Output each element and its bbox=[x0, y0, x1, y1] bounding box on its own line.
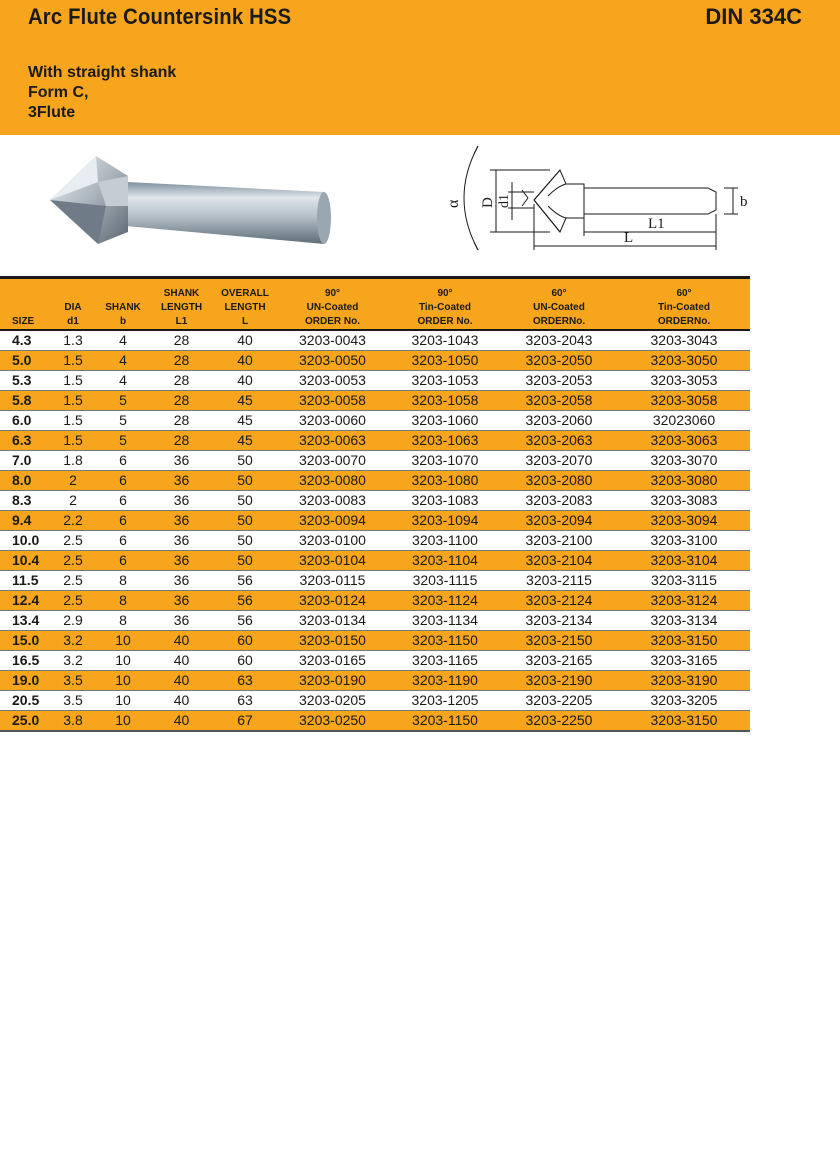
label-L1: L1 bbox=[648, 216, 665, 232]
table-cell: 3203-2094 bbox=[500, 510, 618, 530]
table-cell: 3203-2250 bbox=[500, 710, 618, 731]
table-cell: 2.5 bbox=[48, 570, 98, 590]
table-cell: 3203-1115 bbox=[390, 570, 500, 590]
table-row bbox=[0, 510, 750, 530]
table-cell: 3203-1050 bbox=[390, 350, 500, 370]
table-cell: 2.9 bbox=[48, 610, 98, 630]
column-header-line: 90° bbox=[324, 287, 341, 299]
table-cell: 63 bbox=[215, 670, 275, 690]
table-cell: 36 bbox=[148, 510, 215, 530]
table-cell: 3203-1124 bbox=[390, 590, 500, 610]
table-cell: 3203-0124 bbox=[275, 590, 390, 610]
column-header-line: SIZE bbox=[12, 315, 35, 327]
label-L: L bbox=[624, 230, 634, 246]
table-cell: 3203-1053 bbox=[390, 370, 500, 390]
table-cell: 3203-3094 bbox=[618, 510, 750, 530]
table-cell: 3203-2190 bbox=[500, 670, 618, 690]
size-cell: 13.4 bbox=[0, 610, 48, 630]
table-cell: 3203-2115 bbox=[500, 570, 618, 590]
column-header bbox=[500, 278, 618, 330]
column-header bbox=[390, 278, 500, 330]
column-header-line bbox=[48, 287, 98, 301]
table-cell: 36 bbox=[148, 550, 215, 570]
table-cell: 3203-3134 bbox=[618, 610, 750, 630]
table-cell: 3203-3080 bbox=[618, 470, 750, 490]
table-row bbox=[0, 590, 750, 610]
column-header-line: LENGTH bbox=[160, 301, 203, 313]
table-cell: 3203-1094 bbox=[390, 510, 500, 530]
table-cell: 8 bbox=[98, 610, 148, 630]
table-cell: 67 bbox=[215, 710, 275, 731]
table-cell: 3203-2080 bbox=[500, 470, 618, 490]
table-cell: 3203-2134 bbox=[500, 610, 618, 630]
table-cell: 3203-2205 bbox=[500, 690, 618, 710]
table-cell: 2.5 bbox=[48, 530, 98, 550]
table-cell: 28 bbox=[148, 350, 215, 370]
table-cell: 1.5 bbox=[48, 430, 98, 450]
table-cell: 36 bbox=[148, 570, 215, 590]
standard-code: DIN 334C bbox=[705, 4, 802, 29]
table-cell: 3203-3150 bbox=[618, 710, 750, 731]
table-cell: 3203-0205 bbox=[275, 690, 390, 710]
table-cell: 50 bbox=[215, 450, 275, 470]
table-header-row bbox=[0, 278, 750, 330]
table-cell: 8 bbox=[98, 570, 148, 590]
column-header bbox=[618, 278, 750, 330]
table-cell: 6 bbox=[98, 530, 148, 550]
table-cell: 36 bbox=[148, 450, 215, 470]
table-cell: 3203-2100 bbox=[500, 530, 618, 550]
table-cell: 3203-0250 bbox=[275, 710, 390, 731]
table-cell: 3203-1104 bbox=[390, 550, 500, 570]
table-cell: 36 bbox=[148, 610, 215, 630]
table-cell: 3203-3205 bbox=[618, 690, 750, 710]
table-cell: 3203-3058 bbox=[618, 390, 750, 410]
table-cell: 3203-1063 bbox=[390, 430, 500, 450]
table-row bbox=[0, 430, 750, 450]
size-cell: 16.5 bbox=[0, 650, 48, 670]
table-cell: 3203-1190 bbox=[390, 670, 500, 690]
table-cell: 60 bbox=[215, 630, 275, 650]
table-row bbox=[0, 450, 750, 470]
column-header-line: UN-Coated bbox=[306, 301, 359, 313]
table-row bbox=[0, 710, 750, 731]
table-cell: 3203-2053 bbox=[500, 370, 618, 390]
table-cell: 1.5 bbox=[48, 410, 98, 430]
table-cell: 3203-2058 bbox=[500, 390, 618, 410]
column-header-line: OVERALL bbox=[221, 287, 269, 299]
column-header-line: Tin-Coated bbox=[657, 301, 711, 313]
table-cell: 2.5 bbox=[48, 590, 98, 610]
column-header-line: 90° bbox=[437, 287, 453, 299]
column-header-line bbox=[12, 301, 48, 315]
table-cell: 2.2 bbox=[48, 510, 98, 530]
column-header bbox=[148, 278, 215, 330]
table-cell: 3203-0165 bbox=[275, 650, 390, 670]
table-cell: 56 bbox=[215, 590, 275, 610]
column-header bbox=[215, 278, 275, 330]
countersink-photo bbox=[36, 146, 334, 258]
table-cell: 3203-2063 bbox=[500, 430, 618, 450]
table-cell: 6 bbox=[98, 470, 148, 490]
column-header-line: Tin-Coated bbox=[418, 301, 472, 313]
table-cell: 3203-2070 bbox=[500, 450, 618, 470]
table-cell: 63 bbox=[215, 690, 275, 710]
table-cell: 3203-0070 bbox=[275, 450, 390, 470]
table-cell: 3203-1165 bbox=[390, 650, 500, 670]
label-alpha: α bbox=[445, 199, 462, 208]
table-cell: 3.2 bbox=[48, 650, 98, 670]
table-cell: 3203-0058 bbox=[275, 390, 390, 410]
table-cell: 2 bbox=[48, 490, 98, 510]
subtitle-line-2: Form C, bbox=[28, 84, 89, 101]
table-cell: 45 bbox=[215, 410, 275, 430]
size-cell: 25.0 bbox=[0, 710, 48, 731]
column-header-line: L1 bbox=[175, 315, 188, 327]
column-header-line: ORDER No. bbox=[417, 315, 473, 327]
table-cell: 3203-1134 bbox=[390, 610, 500, 630]
table-row bbox=[0, 350, 750, 370]
column-header-line: ORDERNo. bbox=[532, 315, 586, 327]
table-cell: 3203-3063 bbox=[618, 430, 750, 450]
table-cell: 3203-3150 bbox=[618, 630, 750, 650]
size-cell: 7.0 bbox=[0, 450, 48, 470]
column-header-line: d1 bbox=[67, 315, 79, 327]
size-cell: 4.3 bbox=[0, 330, 48, 351]
table-cell: 3203-0053 bbox=[275, 370, 390, 390]
table-cell: 45 bbox=[215, 430, 275, 450]
column-header-line: DIA bbox=[64, 301, 82, 313]
size-cell: 11.5 bbox=[0, 570, 48, 590]
table-row bbox=[0, 570, 750, 590]
column-header bbox=[48, 278, 98, 330]
table-cell: 3203-1058 bbox=[390, 390, 500, 410]
table-cell: 3203-1080 bbox=[390, 470, 500, 490]
table-cell: 3203-3165 bbox=[618, 650, 750, 670]
column-header-line bbox=[12, 287, 48, 301]
table-row bbox=[0, 390, 750, 410]
table-cell: 50 bbox=[215, 470, 275, 490]
table-cell: 50 bbox=[215, 550, 275, 570]
size-cell: 6.3 bbox=[0, 430, 48, 450]
table-cell: 28 bbox=[148, 390, 215, 410]
table-row bbox=[0, 470, 750, 490]
label-D: D bbox=[480, 197, 496, 208]
table-cell: 3203-2124 bbox=[500, 590, 618, 610]
column-header-line: 60° bbox=[551, 287, 567, 299]
table-cell: 3203-0134 bbox=[275, 610, 390, 630]
table-cell: 3203-0115 bbox=[275, 570, 390, 590]
table-cell: 5 bbox=[98, 430, 148, 450]
table-cell: 3203-0050 bbox=[275, 350, 390, 370]
table-row bbox=[0, 410, 750, 430]
table-row bbox=[0, 490, 750, 510]
table-cell: 50 bbox=[215, 530, 275, 550]
size-cell: 5.3 bbox=[0, 370, 48, 390]
table-cell: 3203-2165 bbox=[500, 650, 618, 670]
table-cell: 3203-0083 bbox=[275, 490, 390, 510]
table-cell: 3203-1205 bbox=[390, 690, 500, 710]
column-header-line: 60° bbox=[676, 287, 692, 299]
size-cell: 20.5 bbox=[0, 690, 48, 710]
column-header bbox=[275, 278, 390, 330]
table-cell: 3203-0104 bbox=[275, 550, 390, 570]
table-cell: 40 bbox=[215, 370, 275, 390]
table-cell: 1.8 bbox=[48, 450, 98, 470]
table-cell: 8 bbox=[98, 590, 148, 610]
table-cell: 3203-3115 bbox=[618, 570, 750, 590]
table-cell: 3203-1100 bbox=[390, 530, 500, 550]
specification-table bbox=[0, 276, 750, 732]
size-cell: 8.3 bbox=[0, 490, 48, 510]
table-cell: 3203-2150 bbox=[500, 630, 618, 650]
table-cell: 36 bbox=[148, 530, 215, 550]
table-cell: 3203-0080 bbox=[275, 470, 390, 490]
size-cell: 6.0 bbox=[0, 410, 48, 430]
table-cell: 1.5 bbox=[48, 370, 98, 390]
table-row bbox=[0, 650, 750, 670]
table-cell: 3203-0150 bbox=[275, 630, 390, 650]
column-header-line bbox=[98, 287, 148, 301]
table-cell: 3203-3100 bbox=[618, 530, 750, 550]
size-cell: 15.0 bbox=[0, 630, 48, 650]
table-cell: 4 bbox=[98, 370, 148, 390]
page-title: Arc Flute Countersink HSS bbox=[28, 4, 292, 29]
table-cell: 3203-3070 bbox=[618, 450, 750, 470]
column-header-line: L bbox=[241, 315, 249, 327]
table-cell: 40 bbox=[215, 350, 275, 370]
table-cell: 3203-3083 bbox=[618, 490, 750, 510]
table-cell: 10 bbox=[98, 650, 148, 670]
table-cell: 40 bbox=[148, 670, 215, 690]
size-cell: 5.0 bbox=[0, 350, 48, 370]
table-cell: 3203-3050 bbox=[618, 350, 750, 370]
column-header bbox=[98, 278, 148, 330]
table-cell: 5 bbox=[98, 410, 148, 430]
size-cell: 12.4 bbox=[0, 590, 48, 610]
column-header-line: SHANK bbox=[105, 301, 141, 313]
table-cell: 3203-3104 bbox=[618, 550, 750, 570]
table-cell: 3203-0063 bbox=[275, 430, 390, 450]
label-d1: d1 bbox=[497, 194, 512, 208]
table-row bbox=[0, 550, 750, 570]
table-cell: 1.5 bbox=[48, 350, 98, 370]
table-cell: 6 bbox=[98, 490, 148, 510]
table-cell: 3203-1150 bbox=[390, 710, 500, 731]
column-header-line: SHANK bbox=[163, 287, 200, 299]
table-cell: 5 bbox=[98, 390, 148, 410]
size-cell: 5.8 bbox=[0, 390, 48, 410]
table-cell: 60 bbox=[215, 650, 275, 670]
table-cell: 40 bbox=[148, 630, 215, 650]
table-cell: 3203-1070 bbox=[390, 450, 500, 470]
table-row bbox=[0, 690, 750, 710]
table-cell: 3203-2083 bbox=[500, 490, 618, 510]
table-cell: 6 bbox=[98, 510, 148, 530]
column-header-line: ORDERNo. bbox=[657, 315, 711, 327]
table-cell: 3203-2060 bbox=[500, 410, 618, 430]
table-cell: 45 bbox=[215, 390, 275, 410]
table-cell: 3.8 bbox=[48, 710, 98, 731]
table-row bbox=[0, 610, 750, 630]
table-cell: 4 bbox=[98, 330, 148, 351]
column-header-line: UN-Coated bbox=[533, 301, 585, 313]
table-cell: 28 bbox=[148, 410, 215, 430]
table-cell: 4 bbox=[98, 350, 148, 370]
table-cell: 40 bbox=[215, 330, 275, 351]
table-cell: 3203-2050 bbox=[500, 350, 618, 370]
table-cell: 10 bbox=[98, 690, 148, 710]
table-row bbox=[0, 630, 750, 650]
table-cell: 56 bbox=[215, 570, 275, 590]
column-header-line: LENGTH bbox=[224, 301, 266, 313]
table-cell: 28 bbox=[148, 430, 215, 450]
table-cell: 56 bbox=[215, 610, 275, 630]
table-cell: 3203-0060 bbox=[275, 410, 390, 430]
table-body bbox=[0, 330, 750, 731]
table-cell: 3203-0094 bbox=[275, 510, 390, 530]
table-row bbox=[0, 670, 750, 690]
table-cell: 2 bbox=[48, 470, 98, 490]
table-cell: 3203-1083 bbox=[390, 490, 500, 510]
table-cell: 6 bbox=[98, 450, 148, 470]
column-header-line: ORDER No. bbox=[305, 315, 360, 327]
table-cell: 10 bbox=[98, 630, 148, 650]
technical-drawing bbox=[438, 140, 758, 256]
column-header-line: b bbox=[119, 315, 127, 327]
table-cell: 28 bbox=[148, 370, 215, 390]
table-cell: 10 bbox=[98, 710, 148, 731]
table-cell: 3.5 bbox=[48, 670, 98, 690]
table-cell: 3203-3190 bbox=[618, 670, 750, 690]
size-cell: 10.0 bbox=[0, 530, 48, 550]
table-cell: 50 bbox=[215, 490, 275, 510]
table-cell: 3203-0100 bbox=[275, 530, 390, 550]
table-row bbox=[0, 530, 750, 550]
table-cell: 3.5 bbox=[48, 690, 98, 710]
table-cell: 3203-0190 bbox=[275, 670, 390, 690]
table-cell: 3203-1043 bbox=[390, 330, 500, 351]
table-cell: 50 bbox=[215, 510, 275, 530]
table-cell: 3203-3043 bbox=[618, 330, 750, 351]
column-header bbox=[0, 278, 48, 330]
table-cell: 28 bbox=[148, 330, 215, 351]
size-cell: 19.0 bbox=[0, 670, 48, 690]
table-cell: 3203-1150 bbox=[390, 630, 500, 650]
table-cell: 3203-3053 bbox=[618, 370, 750, 390]
table-row bbox=[0, 330, 750, 351]
subtitle-line-3: 3Flute bbox=[28, 104, 76, 121]
table-cell: 36 bbox=[148, 470, 215, 490]
table-cell: 3203-2043 bbox=[500, 330, 618, 351]
table-cell: 40 bbox=[148, 710, 215, 731]
table-cell: 36 bbox=[148, 590, 215, 610]
table-cell: 6 bbox=[98, 550, 148, 570]
table-cell: 1.3 bbox=[48, 330, 98, 351]
table-cell: 1.5 bbox=[48, 390, 98, 410]
table-cell: 2.5 bbox=[48, 550, 98, 570]
table-cell: 3203-2104 bbox=[500, 550, 618, 570]
subtitle-line-1: With straight shank bbox=[28, 64, 177, 81]
table-cell: 3203-3124 bbox=[618, 590, 750, 610]
size-cell: 10.4 bbox=[0, 550, 48, 570]
table-cell: 36 bbox=[148, 490, 215, 510]
size-cell: 9.4 bbox=[0, 510, 48, 530]
table-cell: 40 bbox=[148, 690, 215, 710]
label-b: b bbox=[740, 194, 748, 210]
table-cell: 3203-1060 bbox=[390, 410, 500, 430]
header-band bbox=[0, 0, 840, 135]
size-cell: 8.0 bbox=[0, 470, 48, 490]
table-cell: 3203-0043 bbox=[275, 330, 390, 351]
table-cell: 3.2 bbox=[48, 630, 98, 650]
table-row bbox=[0, 370, 750, 390]
table-cell: 40 bbox=[148, 650, 215, 670]
table-cell: 10 bbox=[98, 670, 148, 690]
table-cell: 32023060 bbox=[618, 410, 750, 430]
